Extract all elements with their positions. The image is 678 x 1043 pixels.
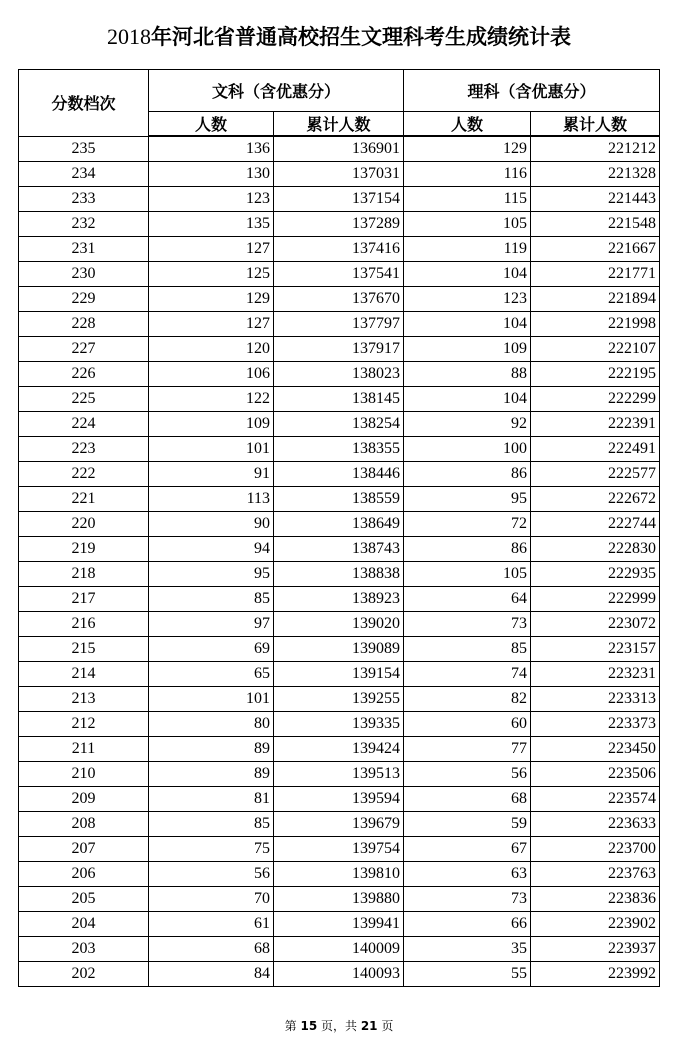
- table-row: [19, 312, 660, 337]
- score-cell: 217: [19, 587, 149, 612]
- liberal-arts-count-cell: 106: [149, 362, 274, 387]
- liberal-arts-count-cell: 84: [149, 962, 274, 987]
- liberal-arts-cumulative-cell: 137917: [274, 337, 404, 362]
- liberal-arts-cumulative-cell: 137797: [274, 312, 404, 337]
- science-cumulative-cell: 221443: [531, 187, 660, 212]
- science-count-cell: 104: [404, 312, 531, 337]
- science-cumulative-cell: 223157: [531, 637, 660, 662]
- table-body: [19, 136, 660, 987]
- liberal-arts-cumulative-cell: 139020: [274, 612, 404, 637]
- table-row: [19, 612, 660, 637]
- score-cell: 229: [19, 287, 149, 312]
- science-count-cell: 82: [404, 687, 531, 712]
- liberal-arts-cumulative-cell: 139335: [274, 712, 404, 737]
- liberal-arts-count-cell: 135: [149, 212, 274, 237]
- science-cumulative-cell: 222107: [531, 337, 660, 362]
- table-row: [19, 136, 660, 162]
- liberal-arts-cumulative-cell: 137541: [274, 262, 404, 287]
- science-cumulative-cell: 221998: [531, 312, 660, 337]
- science-cumulative-cell: 222577: [531, 462, 660, 487]
- liberal-arts-count-cell: 97: [149, 612, 274, 637]
- score-cell: 203: [19, 937, 149, 962]
- science-count-cell: 86: [404, 462, 531, 487]
- page-title: [0, 22, 678, 53]
- table-row: [19, 937, 660, 962]
- science-count-cell: 86: [404, 537, 531, 562]
- table-row: [19, 187, 660, 212]
- liberal-arts-count-cell: 56: [149, 862, 274, 887]
- score-cell: 230: [19, 262, 149, 287]
- score-cell: 209: [19, 787, 149, 812]
- science-cumulative-cell: 221548: [531, 212, 660, 237]
- science-cumulative-cell: 223313: [531, 687, 660, 712]
- liberal-arts-count-cell: 95: [149, 562, 274, 587]
- science-cumulative-cell: 223700: [531, 837, 660, 862]
- science-cumulative-cell: 222299: [531, 387, 660, 412]
- liberal-arts-cumulative-cell: 139424: [274, 737, 404, 762]
- table-row: [19, 287, 660, 312]
- liberal-arts-count-cell: 80: [149, 712, 274, 737]
- science-cumulative-cell: 222195: [531, 362, 660, 387]
- liberal-arts-count-header: 人数: [149, 112, 274, 137]
- science-count-cell: 60: [404, 712, 531, 737]
- science-cumulative-cell: 223992: [531, 962, 660, 987]
- table-row: [19, 587, 660, 612]
- liberal-arts-count-cell: 127: [149, 312, 274, 337]
- score-cell: 208: [19, 812, 149, 837]
- score-cell: 222: [19, 462, 149, 487]
- table-row: [19, 562, 660, 587]
- liberal-arts-cumulative-cell: 138838: [274, 562, 404, 587]
- liberal-arts-count-cell: 123: [149, 187, 274, 212]
- liberal-arts-count-cell: 75: [149, 837, 274, 862]
- science-count-cell: 72: [404, 512, 531, 537]
- liberal-arts-count-cell: 61: [149, 912, 274, 937]
- score-cell: 205: [19, 887, 149, 912]
- table-row: [19, 262, 660, 287]
- science-count-cell: 77: [404, 737, 531, 762]
- score-cell: 212: [19, 712, 149, 737]
- science-count-cell: 35: [404, 937, 531, 962]
- science-count-cell: 100: [404, 437, 531, 462]
- table-row: [19, 887, 660, 912]
- score-cell: 210: [19, 762, 149, 787]
- table-row: [19, 162, 660, 187]
- science-count-cell: 105: [404, 212, 531, 237]
- liberal-arts-cumulative-cell: 139880: [274, 887, 404, 912]
- liberal-arts-cumulative-header: 累计人数: [274, 112, 404, 137]
- liberal-arts-count-cell: 129: [149, 287, 274, 312]
- liberal-arts-count-cell: 89: [149, 762, 274, 787]
- science-count-cell: 95: [404, 487, 531, 512]
- score-cell: 211: [19, 737, 149, 762]
- footer-total-pages: 21: [360, 1019, 378, 1033]
- liberal-arts-count-cell: 113: [149, 487, 274, 512]
- score-cell: 227: [19, 337, 149, 362]
- score-cell: 207: [19, 837, 149, 862]
- table-row: [19, 212, 660, 237]
- science-count-cell: 59: [404, 812, 531, 837]
- footer-page-number: 15: [300, 1019, 318, 1033]
- science-count-cell: 67: [404, 837, 531, 862]
- liberal-arts-count-cell: 65: [149, 662, 274, 687]
- science-header: 理科（含优惠分）: [404, 70, 660, 112]
- liberal-arts-cumulative-cell: 139513: [274, 762, 404, 787]
- liberal-arts-cumulative-cell: 137289: [274, 212, 404, 237]
- table-row: [19, 662, 660, 687]
- liberal-arts-count-cell: 90: [149, 512, 274, 537]
- score-cell: 231: [19, 237, 149, 262]
- liberal-arts-cumulative-cell: 139679: [274, 812, 404, 837]
- science-count-cell: 129: [404, 136, 531, 162]
- title-year: 2018: [107, 24, 151, 49]
- liberal-arts-cumulative-cell: 138145: [274, 387, 404, 412]
- science-cumulative-cell: 223373: [531, 712, 660, 737]
- liberal-arts-count-cell: 109: [149, 412, 274, 437]
- science-count-cell: 104: [404, 262, 531, 287]
- liberal-arts-cumulative-cell: 139941: [274, 912, 404, 937]
- science-count-cell: 74: [404, 662, 531, 687]
- liberal-arts-cumulative-cell: 138023: [274, 362, 404, 387]
- liberal-arts-count-cell: 130: [149, 162, 274, 187]
- science-cumulative-cell: 223072: [531, 612, 660, 637]
- table-row: [19, 487, 660, 512]
- table-row: [19, 712, 660, 737]
- score-cell: 218: [19, 562, 149, 587]
- liberal-arts-cumulative-cell: 139594: [274, 787, 404, 812]
- table-row: [19, 362, 660, 387]
- science-count-cell: 73: [404, 887, 531, 912]
- science-cumulative-cell: 222999: [531, 587, 660, 612]
- score-cell: 220: [19, 512, 149, 537]
- science-count-cell: 92: [404, 412, 531, 437]
- score-cell: 221: [19, 487, 149, 512]
- science-count-cell: 68: [404, 787, 531, 812]
- liberal-arts-count-cell: 122: [149, 387, 274, 412]
- science-count-cell: 66: [404, 912, 531, 937]
- liberal-arts-count-cell: 68: [149, 937, 274, 962]
- liberal-arts-cumulative-cell: 139754: [274, 837, 404, 862]
- liberal-arts-count-cell: 85: [149, 812, 274, 837]
- science-cumulative-header: 累计人数: [531, 112, 660, 137]
- score-cell: 232: [19, 212, 149, 237]
- liberal-arts-cumulative-cell: 137416: [274, 237, 404, 262]
- science-count-cell: 56: [404, 762, 531, 787]
- liberal-arts-cumulative-cell: 138254: [274, 412, 404, 437]
- score-statistics-table: [18, 69, 660, 987]
- liberal-arts-cumulative-cell: 139154: [274, 662, 404, 687]
- table-row: [19, 387, 660, 412]
- table-row: [19, 437, 660, 462]
- score-cell: 213: [19, 687, 149, 712]
- score-cell: 226: [19, 362, 149, 387]
- liberal-arts-cumulative-cell: 138649: [274, 512, 404, 537]
- score-cell: 234: [19, 162, 149, 187]
- science-count-cell: 63: [404, 862, 531, 887]
- table-row: [19, 737, 660, 762]
- science-cumulative-cell: 223633: [531, 812, 660, 837]
- liberal-arts-cumulative-cell: 139255: [274, 687, 404, 712]
- science-cumulative-cell: 223937: [531, 937, 660, 962]
- table-row: [19, 462, 660, 487]
- table-row: [19, 512, 660, 537]
- science-cumulative-cell: 222744: [531, 512, 660, 537]
- science-cumulative-cell: 223836: [531, 887, 660, 912]
- score-cell: 216: [19, 612, 149, 637]
- table-row: [19, 237, 660, 262]
- science-count-cell: 64: [404, 587, 531, 612]
- science-cumulative-cell: 223574: [531, 787, 660, 812]
- liberal-arts-count-cell: 127: [149, 237, 274, 262]
- liberal-arts-cumulative-cell: 140093: [274, 962, 404, 987]
- score-cell: 202: [19, 962, 149, 987]
- science-count-cell: 115: [404, 187, 531, 212]
- score-cell: 228: [19, 312, 149, 337]
- science-count-cell: 109: [404, 337, 531, 362]
- science-cumulative-cell: 221328: [531, 162, 660, 187]
- table-row: [19, 687, 660, 712]
- liberal-arts-cumulative-cell: 137670: [274, 287, 404, 312]
- liberal-arts-count-cell: 85: [149, 587, 274, 612]
- liberal-arts-count-cell: 125: [149, 262, 274, 287]
- table-row: [19, 412, 660, 437]
- liberal-arts-cumulative-cell: 139810: [274, 862, 404, 887]
- liberal-arts-count-cell: 101: [149, 437, 274, 462]
- science-cumulative-cell: 221212: [531, 136, 660, 162]
- liberal-arts-cumulative-cell: 138743: [274, 537, 404, 562]
- liberal-arts-cumulative-cell: 140009: [274, 937, 404, 962]
- science-cumulative-cell: 223763: [531, 862, 660, 887]
- science-count-cell: 116: [404, 162, 531, 187]
- science-cumulative-cell: 222672: [531, 487, 660, 512]
- liberal-arts-count-cell: 101: [149, 687, 274, 712]
- science-count-cell: 123: [404, 287, 531, 312]
- score-cell: 224: [19, 412, 149, 437]
- science-cumulative-cell: 222935: [531, 562, 660, 587]
- liberal-arts-count-cell: 81: [149, 787, 274, 812]
- footer-prefix: 第: [284, 1019, 301, 1033]
- table-row: [19, 862, 660, 887]
- score-cell: 206: [19, 862, 149, 887]
- science-count-cell: 88: [404, 362, 531, 387]
- liberal-arts-cumulative-cell: 138446: [274, 462, 404, 487]
- score-cell: 204: [19, 912, 149, 937]
- score-cell: 223: [19, 437, 149, 462]
- score-cell: 225: [19, 387, 149, 412]
- table-row: [19, 537, 660, 562]
- liberal-arts-count-cell: 89: [149, 737, 274, 762]
- table-row: [19, 787, 660, 812]
- science-cumulative-cell: 221894: [531, 287, 660, 312]
- liberal-arts-cumulative-cell: 138559: [274, 487, 404, 512]
- table-row: [19, 837, 660, 862]
- score-cell: 235: [19, 136, 149, 162]
- score-cell: 219: [19, 537, 149, 562]
- score-cell: 215: [19, 637, 149, 662]
- table-row: [19, 762, 660, 787]
- science-cumulative-cell: 221771: [531, 262, 660, 287]
- liberal-arts-count-cell: 70: [149, 887, 274, 912]
- table-row: [19, 912, 660, 937]
- liberal-arts-cumulative-cell: 138355: [274, 437, 404, 462]
- footer-suffix: 页: [377, 1019, 394, 1033]
- science-cumulative-cell: 223450: [531, 737, 660, 762]
- liberal-arts-cumulative-cell: 136901: [274, 136, 404, 162]
- liberal-arts-header: 文科（含优惠分）: [149, 70, 404, 112]
- score-band-header: 分数档次: [19, 70, 149, 137]
- science-count-cell: 55: [404, 962, 531, 987]
- science-count-cell: 73: [404, 612, 531, 637]
- science-count-cell: 119: [404, 237, 531, 262]
- title-text: 年河北省普通高校招生文理科考生成绩统计表: [151, 25, 571, 49]
- science-cumulative-cell: 221667: [531, 237, 660, 262]
- science-cumulative-cell: 222391: [531, 412, 660, 437]
- science-cumulative-cell: 222491: [531, 437, 660, 462]
- science-count-cell: 104: [404, 387, 531, 412]
- science-cumulative-cell: 223506: [531, 762, 660, 787]
- table-row: [19, 962, 660, 987]
- liberal-arts-cumulative-cell: 139089: [274, 637, 404, 662]
- score-cell: 233: [19, 187, 149, 212]
- liberal-arts-count-cell: 136: [149, 136, 274, 162]
- score-cell: 214: [19, 662, 149, 687]
- science-count-cell: 85: [404, 637, 531, 662]
- liberal-arts-cumulative-cell: 137154: [274, 187, 404, 212]
- science-cumulative-cell: 223902: [531, 912, 660, 937]
- table-row: [19, 637, 660, 662]
- science-count-header: 人数: [404, 112, 531, 137]
- table-row: [19, 337, 660, 362]
- liberal-arts-count-cell: 120: [149, 337, 274, 362]
- science-count-cell: 105: [404, 562, 531, 587]
- liberal-arts-count-cell: 91: [149, 462, 274, 487]
- science-cumulative-cell: 222830: [531, 537, 660, 562]
- footer-middle: 页，共: [317, 1019, 361, 1033]
- page-footer: [0, 1017, 678, 1034]
- liberal-arts-count-cell: 94: [149, 537, 274, 562]
- liberal-arts-cumulative-cell: 138923: [274, 587, 404, 612]
- science-cumulative-cell: 223231: [531, 662, 660, 687]
- liberal-arts-cumulative-cell: 137031: [274, 162, 404, 187]
- liberal-arts-count-cell: 69: [149, 637, 274, 662]
- table-row: [19, 812, 660, 837]
